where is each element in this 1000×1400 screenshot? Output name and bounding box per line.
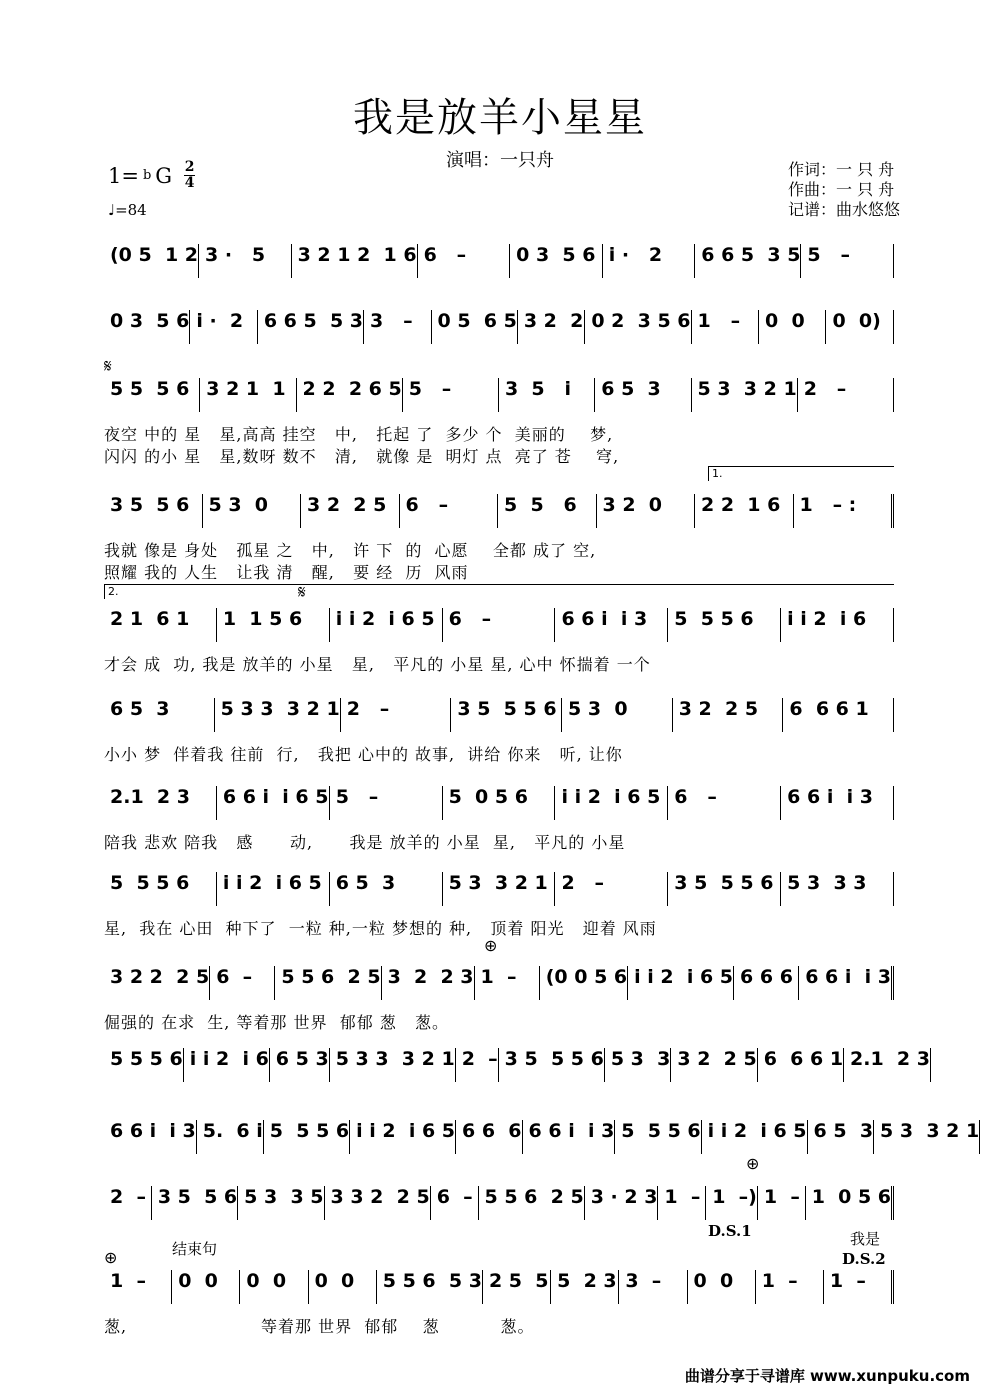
measure: 0 0 (688, 1270, 756, 1304)
measure: 6 5 3 (104, 698, 215, 732)
footer-watermark: 曲谱分享于寻谱库 www.xunpuku.com (684, 1367, 970, 1385)
lyric-line: 闪闪 的小 星 星,数呀 数不 清, 就像 是 明灯 点 亮了 苍 穹, (104, 447, 620, 466)
measure: 3 5 5 5 6 (451, 698, 562, 732)
segno-mark-2: 𝄋 (298, 582, 306, 603)
measure: 2.1 2 3 (844, 1048, 931, 1082)
lyric-line: 星, 我在 心田 种下了 一粒 种,一粒 梦想的 种, 顶着 阳光 迎着 风雨 (104, 919, 657, 938)
measure: 5 3 3 2 1 (874, 1120, 980, 1154)
measure: 1 – (756, 1270, 824, 1304)
lyric-line: 倔强的 在求 生, 等着那 世界 郁郁 葱 葱。 (104, 1013, 450, 1032)
measure: 5 5 6 (498, 494, 597, 528)
measure: 2 – (555, 872, 668, 906)
notes-line (104, 1186, 894, 1226)
measure: i i 2 i 6 (781, 608, 894, 642)
measure: 3 2 2 3 (382, 966, 475, 1000)
measure: 6 5 3 (270, 1048, 330, 1082)
song-title: 我是放羊小星星 (353, 95, 647, 141)
measure: 5 3 3 3 2 1 (330, 1048, 456, 1082)
volta-2: 2. (104, 584, 894, 599)
measure: 2.1 2 3 (104, 786, 217, 820)
notes-line (104, 698, 894, 738)
measure: 6 6 5 5 3 (258, 310, 364, 344)
volta-1: 1. (708, 466, 894, 481)
measure: 6 6 6 (456, 1120, 523, 1154)
notes-line (104, 310, 894, 350)
measure: 1 1 5 6 (217, 608, 330, 642)
measure: 3 5 i (499, 378, 595, 412)
measure: 6 – (443, 608, 556, 642)
measure: 2 5 5 (483, 1270, 551, 1304)
measure: 5 5 5 6 (668, 608, 781, 642)
composer-credit: 作曲：一 只 舟 (787, 180, 895, 199)
measure: 2 2 2 6 5 (297, 378, 403, 412)
lyric-line: 小小 梦 伴着我 往前 行, 我把 心中的 故事, 讲给 你来 听, 让你 (104, 745, 623, 764)
coda-mark: ⊕ (484, 936, 498, 955)
measure: 1 – (692, 310, 759, 344)
notation-credit: 记谱：曲水悠悠 (787, 200, 900, 219)
measure: 5 0 5 6 (443, 786, 556, 820)
measure: 3 2 1 2 1 6 (292, 244, 418, 278)
measure: 3 – (364, 310, 431, 344)
measure: 1 – (824, 1270, 894, 1304)
measure: 1 – (475, 966, 540, 1000)
notes-line (104, 494, 894, 534)
ds1-marking: D.S.1 (708, 1222, 752, 1240)
measure: 0 3 5 6 (510, 244, 603, 278)
notes-line (104, 1270, 894, 1310)
measure: 3 5 5 6 (152, 1186, 238, 1220)
wo-shi-lyric: 我是 (850, 1230, 881, 1248)
measure: 3 2 2 (518, 310, 585, 344)
measure: 6 – (210, 966, 275, 1000)
lyricist-credit: 作词：一 只 舟 (787, 160, 895, 179)
notes-line (104, 872, 894, 912)
measure: 3 · 5 (199, 244, 292, 278)
measure: 6 5 3 (808, 1120, 875, 1154)
measure: 3 2 0 (597, 494, 696, 528)
measure: i i 2 i 6 5 (702, 1120, 808, 1154)
notes-line (104, 1120, 980, 1160)
time-top: 2 (184, 159, 195, 175)
measure: 3 – (619, 1270, 687, 1304)
measure: 3 5 5 5 6 (499, 1048, 605, 1082)
measure: 5 5 6 2 5 (479, 1186, 585, 1220)
measure: 0 0 (172, 1270, 240, 1304)
time-bottom: 4 (184, 175, 195, 191)
measure: 0 0 (240, 1270, 308, 1304)
singer-credit: 演唱：一只舟 (446, 150, 554, 171)
measure: 5 3 3 3 (781, 872, 894, 906)
measure: i i 2 i 6 (184, 1048, 270, 1082)
coda-mark-3: ⊕ (104, 1248, 118, 1267)
measure: 6 – (400, 494, 499, 528)
measure: 6 5 3 (595, 378, 691, 412)
credits-block (788, 160, 900, 220)
measure: 6 – (418, 244, 511, 278)
measure: 2 – (798, 378, 894, 412)
measure: (0 5 1 2 (104, 244, 199, 278)
notes-line (104, 244, 894, 284)
measure: 5 5 5 6 (104, 1048, 184, 1082)
ds2-marking: D.S.2 (842, 1250, 886, 1268)
segno-mark: 𝄋 (104, 356, 112, 377)
key-signature (108, 160, 195, 191)
measure: 5 3 3 3 2 1 (215, 698, 341, 732)
measure: 1 –) (706, 1186, 758, 1220)
notes-line (104, 608, 894, 648)
measure: 6 – (668, 786, 781, 820)
measure: 6 6 6 1 (758, 1048, 844, 1082)
measure: 6 6 i i 3 (781, 786, 894, 820)
measure: 5 – (801, 244, 894, 278)
measure: 3 2 2 5 (673, 698, 784, 732)
measure: 6 6 i i 6 5 (217, 786, 330, 820)
notes-line (104, 1048, 930, 1088)
measure: 3 · 2 3 (585, 1186, 659, 1220)
measure: 3 2 1 1 (200, 378, 296, 412)
measure: 2 – (104, 1186, 152, 1220)
measure: 0 0 (309, 1270, 377, 1304)
measure: 6 5 3 (330, 872, 443, 906)
measure: 5 3 3 2 1 (692, 378, 798, 412)
measure: 5 3 3 2 1 (443, 872, 556, 906)
measure: 5 5 5 6 (615, 1120, 701, 1154)
measure: 5 5 5 6 (104, 378, 200, 412)
measure: i · 2 (190, 310, 257, 344)
measure: i i 2 i 6 5 (555, 786, 668, 820)
measure: 6 6 i i 3 (555, 608, 668, 642)
measure: i i 2 i 6 5 (350, 1120, 456, 1154)
measure: 2 2 1 6 (695, 494, 794, 528)
measure: 0 3 5 6 (104, 310, 190, 344)
measure: 6 6 i i 3 (104, 1120, 197, 1154)
key-tempo-block (108, 160, 195, 219)
lyric-line: 葱, 等着那 世界 郁郁 葱 葱。 (104, 1317, 535, 1336)
measure: 3 5 5 5 6 (668, 872, 781, 906)
time-signature (184, 160, 195, 191)
measure: 6 6 6 (734, 966, 799, 1000)
tempo-marking: ♩=84 (108, 201, 147, 219)
measure: 6 6 6 1 (783, 698, 894, 732)
measure: 1 – : (794, 494, 895, 528)
measure: i i 2 i 6 5 (217, 872, 330, 906)
lyric-line: 我就 像是 身处 孤星 之 中, 许 下 的 心愿 全都 成了 空, (104, 541, 597, 560)
lyric-line: 陪我 悲欢 陪我 感 动, 我是 放羊的 小星 星, 平凡的 小星 (104, 833, 626, 852)
measure: 1 – (104, 1270, 172, 1304)
measure: (0 0 5 6 (540, 966, 628, 1000)
measure: i i 2 i 6 5 (330, 608, 443, 642)
key-prefix: 1= (108, 163, 139, 188)
measure: 0 0) (826, 310, 893, 344)
measure: 6 – (431, 1186, 479, 1220)
measure: 6 6 5 3 5 (695, 244, 801, 278)
notes-line (104, 378, 894, 418)
measure: 3 2 2 5 (301, 494, 400, 528)
key-note: G (155, 163, 173, 188)
measure: 2 – (341, 698, 452, 732)
notes-line (104, 786, 894, 826)
measure: 6 6 i i 3 (799, 966, 894, 1000)
measure: 1 – (758, 1186, 806, 1220)
measure: 5 – (403, 378, 499, 412)
measure: i i 2 i 6 5 (628, 966, 734, 1000)
measure: 5 5 6 2 5 (275, 966, 381, 1000)
lyric-line: 照耀 我的 人生 让我 清 醒, 要 经 历 风雨 (104, 563, 469, 582)
measure: 5 5 5 6 (264, 1120, 350, 1154)
measure: 3 2 2 2 5 (104, 966, 210, 1000)
measure: 0 0 (759, 310, 826, 344)
measure: 5 5 6 5 3 (377, 1270, 483, 1304)
coda-mark-2: ⊕ (746, 1154, 760, 1173)
lyric-line: 才会 成 功, 我是 放羊的 小星 星, 平凡的 小星 星, 心中 怀揣着 一个 (104, 655, 651, 674)
measure: 0 5 6 5 (432, 310, 518, 344)
measure: 5 2 3 (551, 1270, 619, 1304)
measure: 3 2 2 5 (671, 1048, 757, 1082)
measure: 5 3 3 5 (238, 1186, 324, 1220)
measure: 0 2 3 5 6 (585, 310, 691, 344)
measure: 5 5 5 6 (104, 872, 217, 906)
measure: 5. 6 i (197, 1120, 264, 1154)
measure: 2 – (456, 1048, 499, 1082)
measure: 6 6 i i 3 (523, 1120, 616, 1154)
measure: 5 3 3 (605, 1048, 672, 1082)
measure: 3 5 5 6 (104, 494, 203, 528)
measure: 1 – (658, 1186, 706, 1220)
notes-line (104, 966, 894, 1006)
measure: 2 1 6 1 (104, 608, 217, 642)
measure: 5 3 0 (562, 698, 673, 732)
lyric-line: 夜空 中的 星 星,高高 挂空 中, 托起 了 多少 个 美丽的 梦, (104, 425, 614, 444)
ending-label: 结束句 (172, 1240, 218, 1258)
measure: 5 3 0 (203, 494, 302, 528)
measure: 1 0 5 6 (806, 1186, 894, 1220)
measure: i · 2 (603, 244, 696, 278)
measure: 5 – (330, 786, 443, 820)
key-flat: b (142, 168, 152, 183)
measure: 3 3 2 2 5 (325, 1186, 431, 1220)
